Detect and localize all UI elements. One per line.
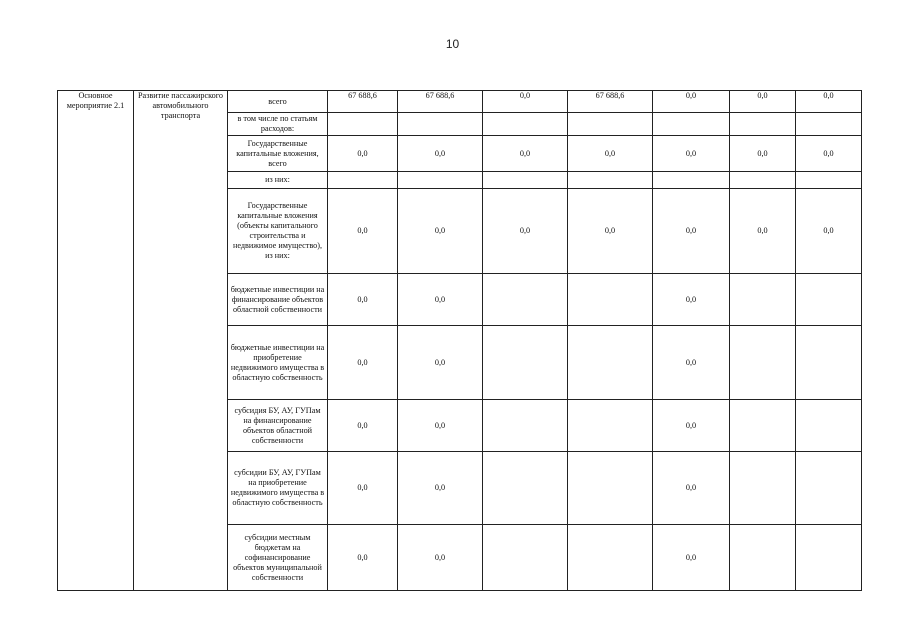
row-label: субсидии БУ, АУ, ГУПам на приобретение недвижимого имущества в областную собственность — [228, 452, 328, 525]
value-cell — [483, 400, 568, 452]
value-cell — [653, 113, 730, 136]
value-cell — [796, 172, 862, 189]
value-cell — [730, 400, 796, 452]
value-cell: 0,0 — [653, 326, 730, 400]
budget-table — [57, 90, 862, 591]
value-cell: 0,0 — [568, 136, 653, 172]
value-cell: 0,0 — [398, 400, 483, 452]
value-cell — [328, 172, 398, 189]
value-cell: 0,0 — [796, 91, 862, 113]
value-cell: 0,0 — [328, 326, 398, 400]
value-cell: 0,0 — [398, 452, 483, 525]
value-cell — [796, 113, 862, 136]
value-cell — [730, 113, 796, 136]
value-cell: 0,0 — [483, 136, 568, 172]
value-cell: 0,0 — [398, 326, 483, 400]
value-cell — [796, 452, 862, 525]
value-cell — [483, 172, 568, 189]
value-cell — [483, 452, 568, 525]
value-cell — [796, 326, 862, 400]
row-label: бюджетные инвестиции на приобретение недвижимого имущества в областную собственность — [228, 326, 328, 400]
value-cell — [730, 274, 796, 326]
value-cell: 67 688,6 — [398, 91, 483, 113]
value-cell: 0,0 — [328, 525, 398, 591]
value-cell — [568, 326, 653, 400]
value-cell: 0,0 — [730, 136, 796, 172]
value-cell: 0,0 — [398, 525, 483, 591]
row-label: субсидия БУ, АУ, ГУПам на финансирование объектов областной собственности — [228, 400, 328, 452]
value-cell — [568, 525, 653, 591]
value-cell — [796, 525, 862, 591]
value-cell: 67 688,6 — [328, 91, 398, 113]
value-cell — [483, 326, 568, 400]
row-label: Государственные капитальные вложения, всего — [228, 136, 328, 172]
value-cell — [328, 113, 398, 136]
value-cell — [653, 172, 730, 189]
value-cell — [398, 113, 483, 136]
activity-description-cell: Развитие пассажирского автомобильного транспорта — [134, 91, 228, 591]
value-cell: 0,0 — [653, 274, 730, 326]
row-label: Государственные капитальные вложения (объекты капитального строительства и недвижимое имущество), из них: — [228, 189, 328, 274]
value-cell: 67 688,6 — [568, 91, 653, 113]
row-label: субсидии местным бюджетам на софинансирование объектов муниципальной собственности — [228, 525, 328, 591]
value-cell: 0,0 — [796, 189, 862, 274]
value-cell — [730, 326, 796, 400]
value-cell: 0,0 — [328, 400, 398, 452]
value-cell — [483, 525, 568, 591]
value-cell: 0,0 — [730, 189, 796, 274]
value-cell: 0,0 — [328, 452, 398, 525]
value-cell: 0,0 — [653, 91, 730, 113]
value-cell: 0,0 — [653, 136, 730, 172]
value-cell: 0,0 — [653, 400, 730, 452]
value-cell — [568, 400, 653, 452]
value-cell: 0,0 — [568, 189, 653, 274]
row-label: всего — [228, 91, 328, 113]
value-cell: 0,0 — [653, 189, 730, 274]
value-cell — [796, 400, 862, 452]
value-cell — [568, 274, 653, 326]
value-cell — [398, 172, 483, 189]
value-cell — [568, 452, 653, 525]
value-cell: 0,0 — [328, 274, 398, 326]
value-cell: 0,0 — [328, 136, 398, 172]
value-cell: 0,0 — [328, 189, 398, 274]
value-cell — [730, 525, 796, 591]
table-row — [58, 91, 862, 113]
value-cell: 0,0 — [398, 189, 483, 274]
value-cell: 0,0 — [796, 136, 862, 172]
value-cell — [483, 274, 568, 326]
page-number: 10 — [445, 37, 460, 51]
value-cell: 0,0 — [483, 91, 568, 113]
row-label: в том числе по статьям расходов: — [228, 113, 328, 136]
value-cell: 0,0 — [653, 452, 730, 525]
value-cell — [568, 172, 653, 189]
value-cell — [730, 172, 796, 189]
value-cell — [730, 452, 796, 525]
value-cell: 0,0 — [653, 525, 730, 591]
value-cell: 0,0 — [483, 189, 568, 274]
value-cell: 0,0 — [730, 91, 796, 113]
row-label: из них: — [228, 172, 328, 189]
activity-name-cell: Основное мероприятие 2.1 — [58, 91, 134, 591]
value-cell — [568, 113, 653, 136]
value-cell — [796, 274, 862, 326]
value-cell — [483, 113, 568, 136]
row-label: бюджетные инвестиции на финансирование объектов областной собственности — [228, 274, 328, 326]
value-cell: 0,0 — [398, 136, 483, 172]
value-cell: 0,0 — [398, 274, 483, 326]
